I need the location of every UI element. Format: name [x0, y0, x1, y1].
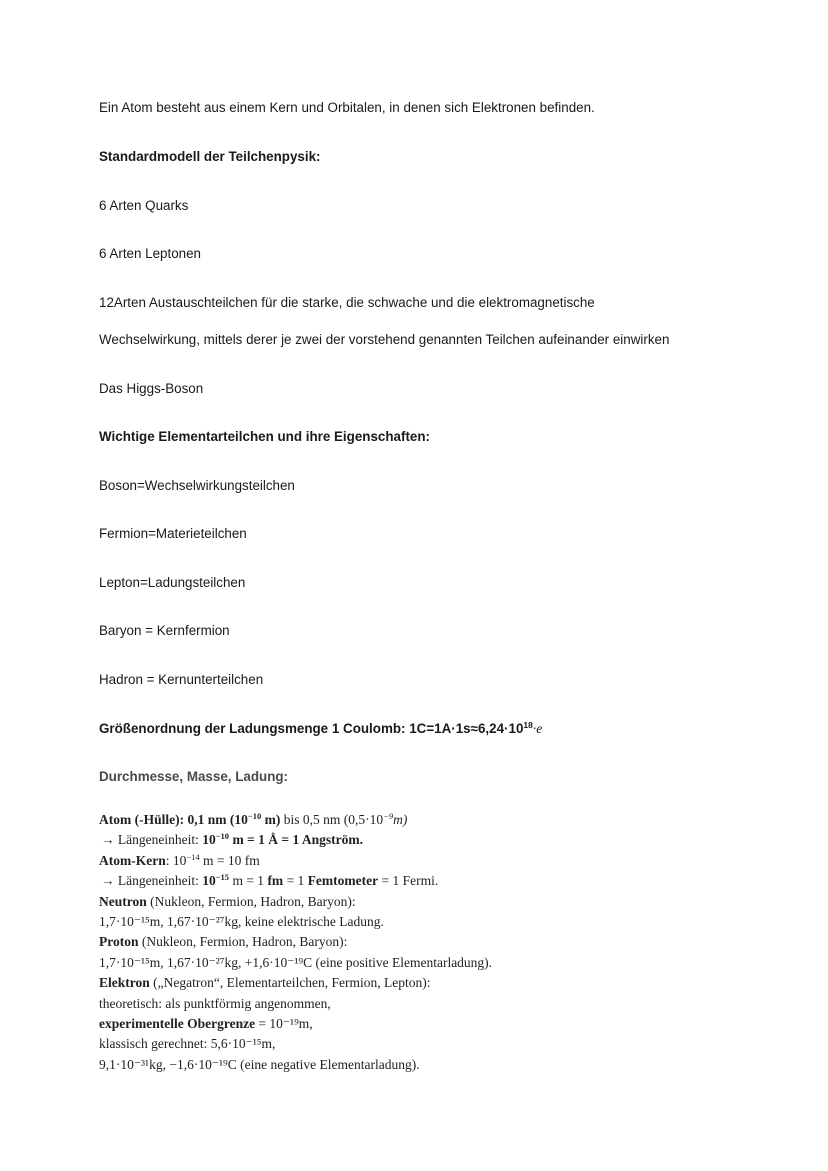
kern-label: Atom-Kern	[99, 852, 166, 868]
coulomb-prefix: Größenordnung der Ladungsmenge 1 Coulomb: 1C=1A·1s≈6,24·10	[99, 721, 524, 736]
list-item: Hadron = Kernunterteilchen	[99, 672, 264, 687]
proton-line	[99, 932, 492, 952]
list-item: 6 Arten Quarks	[99, 198, 189, 213]
standard-model-heading: Standardmodell der Teilchenpysik:	[99, 149, 321, 164]
atom-rest: bis 0,5 nm (0,5·10	[280, 812, 384, 827]
proton-desc: (Nukleon, Fermion, Hadron, Baryon):	[138, 934, 348, 950]
atom-mid: m)	[261, 812, 281, 827]
proton-values: 1,7·10⁻¹⁵m, 1,67·10⁻²⁷kg, +1,6·10⁻¹⁹C (eine positive Elementarladung).	[99, 954, 493, 970]
dimensions-heading: Durchmesse, Masse, Ladung:	[99, 769, 289, 784]
coulomb-heading	[99, 720, 542, 738]
list-item: 12Arten Austauschteilchen für die starke, die schwache und die elektromagnetische	[99, 295, 595, 310]
kern-exponent: −14	[186, 851, 200, 862]
klassisch-line: klassisch gerechnet: 5,6·10⁻¹⁵m,	[99, 1036, 276, 1052]
elektron-values: 9,1·10⁻³¹kg, −1,6·10⁻¹⁹C (eine negative Elementarladung).	[99, 1056, 420, 1072]
list-item: Boson=Wechselwirkungsteilchen	[99, 478, 295, 493]
elektron-desc: („Negatron“, Elementarteilchen, Fermion, Lepton):	[149, 975, 431, 991]
length-unit-fm: fm	[267, 873, 284, 889]
length-unit-base: 10	[202, 832, 216, 848]
list-item: Wechselwirkung, mittels derer je zwei der vorstehend genannten Teilchen aufeinander einwirken	[99, 332, 670, 347]
length-unit-femtometer: Femtometer	[307, 873, 379, 889]
particles-heading: Wichtige Elementarteilchen und ihre Eigenschaften:	[99, 429, 430, 444]
length-unit-eq: = 1	[283, 873, 308, 889]
kern-end: m = 10 fm	[199, 852, 260, 868]
kern-line	[99, 851, 492, 871]
neutron-label: Neutron	[99, 893, 147, 909]
atom-end: m)	[393, 812, 408, 827]
atom-exponent: −10	[247, 811, 262, 821]
proton-label: Proton	[99, 934, 139, 950]
length-unit-base: 10	[202, 873, 216, 889]
atom-exponent-2: −9	[383, 811, 394, 821]
list-item: Baryon = Kernfermion	[99, 623, 230, 638]
dimensions-block	[99, 810, 492, 1075]
length-unit-exponent: −10	[215, 831, 230, 842]
length-unit-angstrom: m = 1 Å = 1 Angström.	[229, 832, 363, 848]
atom-label: Atom (-Hülle): 0,1 nm (10	[99, 812, 248, 827]
list-item: Lepton=Ladungsteilchen	[99, 575, 246, 590]
neutron-line	[99, 892, 492, 912]
coulomb-suffix: ·e	[532, 721, 543, 736]
list-item: 6 Arten Leptonen	[99, 246, 202, 261]
kern-rest: : 10	[165, 852, 187, 868]
length-unit-line-1	[99, 830, 492, 850]
length-unit-fermi: = 1 Fermi.	[378, 873, 439, 889]
length-unit-prefix: → Längeneinheit:	[101, 832, 203, 848]
list-item: Fermion=Materieteilchen	[99, 526, 247, 541]
theoretisch-line: theoretisch: als punktförmig angenommen,	[99, 995, 331, 1011]
neutron-values: 1,7·10⁻¹⁵m, 1,67·10⁻²⁷kg, keine elektrische Ladung.	[99, 913, 384, 929]
obergrenze-line	[99, 1014, 492, 1034]
length-unit-exponent: −15	[215, 872, 230, 883]
length-unit-mid: m = 1	[229, 873, 268, 889]
obergrenze-value: = 10⁻¹⁹m,	[255, 1015, 313, 1031]
elektron-line	[99, 973, 492, 993]
neutron-desc: (Nukleon, Fermion, Hadron, Baryon):	[146, 893, 356, 909]
obergrenze-label: experimentelle Obergrenze	[99, 1015, 256, 1031]
list-item: Das Higgs-Boson	[99, 381, 204, 396]
intro-text: Ein Atom besteht aus einem Kern und Orbitalen, in denen sich Elektronen befinden.	[99, 100, 595, 115]
coulomb-exponent: 18	[523, 720, 533, 730]
atom-line	[99, 810, 492, 830]
length-unit-line-2	[99, 871, 492, 891]
length-unit-prefix: → Längeneinheit:	[101, 873, 203, 889]
elektron-label: Elektron	[99, 975, 150, 991]
